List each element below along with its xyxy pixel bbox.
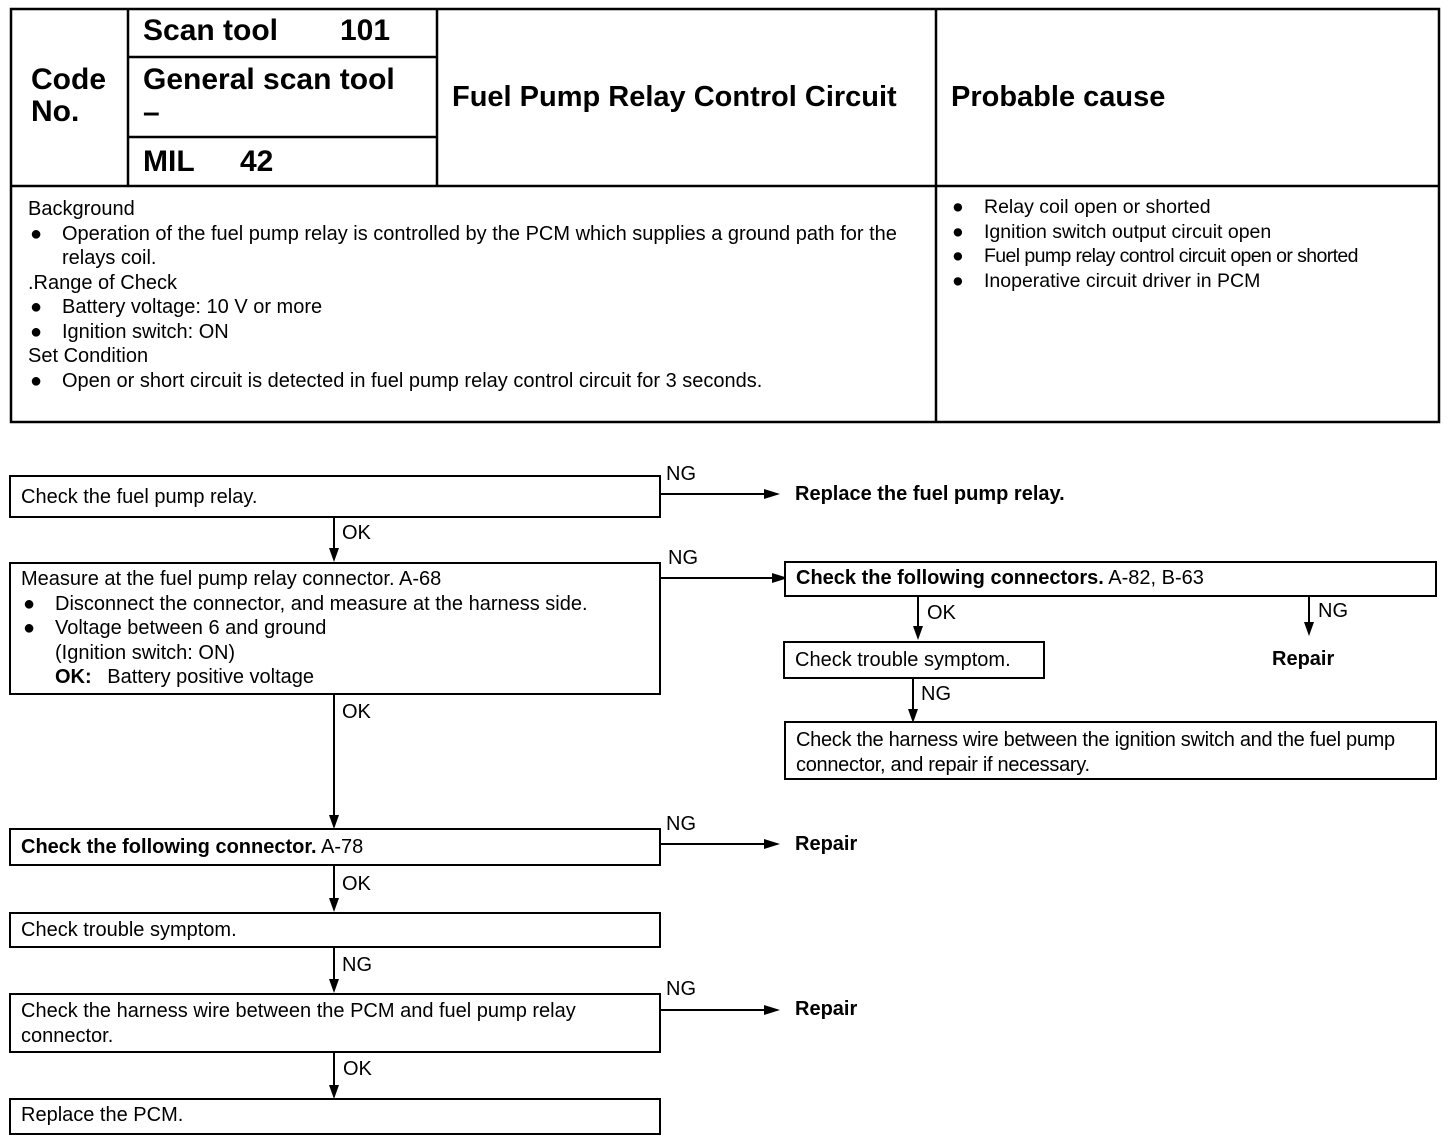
ng-label: NG: [666, 978, 696, 1000]
probable-cause-text: Ignition switch output circuit open: [984, 220, 1272, 243]
connector-id: A-78: [321, 836, 364, 858]
probable-cause-heading: Probable cause: [951, 81, 1166, 113]
result-repair: Repair: [1272, 648, 1335, 670]
bullet-icon: ●: [23, 592, 36, 615]
bullet-icon: ●: [23, 617, 36, 639]
measure-bullet: [21, 592, 649, 617]
ok-spec-label: OK:: [55, 666, 92, 688]
step-replace-pcm: Replace the PCM.: [9, 1098, 661, 1135]
bullet-icon: ●: [952, 220, 964, 243]
range-item-text: Battery voltage: 10 V or more: [62, 296, 323, 318]
set-condition-item-text: Open or short circuit is detected in fuel pump relay control circuit for 3 seconds.: [62, 369, 763, 392]
bullet-icon: ●: [30, 296, 43, 318]
code-label-line2: No.: [31, 95, 80, 128]
connectors-ids: A-82, B-63: [1108, 567, 1204, 589]
set-condition-heading: Set Condition: [28, 345, 149, 367]
connector-bold: Check the following connector.: [21, 836, 317, 858]
measure-bullet-text: Voltage between 6 and ground: [55, 617, 327, 639]
bullet-icon: ●: [30, 369, 43, 392]
mil-label: MIL: [143, 145, 195, 178]
step-check-trouble-symptom-right: Check trouble symptom.: [783, 641, 1045, 679]
step-check-trouble-symptom: Check trouble symptom.: [9, 912, 661, 948]
ng-label: NG: [666, 813, 696, 835]
ng-label: NG: [921, 683, 951, 705]
measure-ok-spec: [21, 665, 649, 690]
result-repair: Repair: [795, 998, 858, 1020]
ok-label: OK: [927, 602, 956, 624]
range-heading: .Range of Check: [28, 271, 177, 294]
bullet-icon: ●: [952, 196, 964, 218]
ng-label: NG: [342, 954, 372, 976]
range-item-text: Ignition switch: ON: [62, 320, 229, 343]
step-check-connectors-a82-b63: [784, 561, 1437, 597]
bullet-icon: ●: [30, 320, 43, 343]
measure-line: Measure at the fuel pump relay connector. A-68: [21, 568, 442, 590]
bullet-icon: ●: [30, 222, 43, 245]
probable-cause-text: Relay coil open or shorted: [984, 196, 1211, 218]
ng-label: NG: [668, 547, 698, 569]
ng-label: NG: [666, 463, 696, 485]
result-repair: Repair: [795, 833, 858, 855]
scan-tool-value: 101: [340, 14, 391, 47]
measure-bullet-text: Disconnect the connector, and measure at the harness side.: [55, 592, 588, 615]
step-check-fuel-pump-relay: Check the fuel pump relay.: [9, 475, 661, 518]
ng-label: NG: [1318, 600, 1348, 622]
background-heading: Background: [28, 198, 135, 220]
background-item-text: Operation of the fuel pump relay is controlled by the PCM which supplies a ground path for the relays coil.: [62, 222, 897, 269]
ok-label: OK: [343, 1058, 372, 1080]
bullet-icon: ●: [952, 245, 964, 267]
probable-cause-text: Inoperative circuit driver in PCM: [984, 269, 1261, 292]
page-title: Fuel Pump Relay Control Circuit: [452, 81, 897, 113]
scan-tool-label: Scan tool: [143, 14, 279, 47]
connectors-bold: Check the following connectors.: [796, 567, 1104, 589]
step-check-harness-ignition: Check the harness wire between the ignition switch and the fuel pump connector, and repair if necessary.: [784, 721, 1437, 780]
ok-label: OK: [342, 873, 371, 895]
ok-label: OK: [342, 522, 371, 544]
step-check-connector-a78: [9, 828, 661, 866]
result-replace-relay: Replace the fuel pump relay.: [795, 483, 1065, 505]
step-measure-relay-connector: [9, 562, 661, 695]
measure-bullet: [21, 616, 649, 641]
measure-condition: (Ignition switch: ON): [55, 641, 236, 664]
ok-label: OK: [342, 701, 371, 723]
step-check-harness-pcm: Check the harness wire between the PCM and fuel pump relay connector.: [9, 993, 661, 1053]
ok-spec-value: Battery positive voltage: [107, 666, 315, 688]
general-scan-tool-value: –: [143, 96, 160, 129]
bullet-icon: ●: [952, 269, 964, 292]
code-label-line1: Code: [31, 63, 106, 96]
mil-value: 42: [240, 145, 274, 178]
probable-cause-text: Fuel pump relay control circuit open or shorted: [984, 245, 1358, 267]
general-scan-tool-label: General scan tool: [143, 63, 395, 96]
